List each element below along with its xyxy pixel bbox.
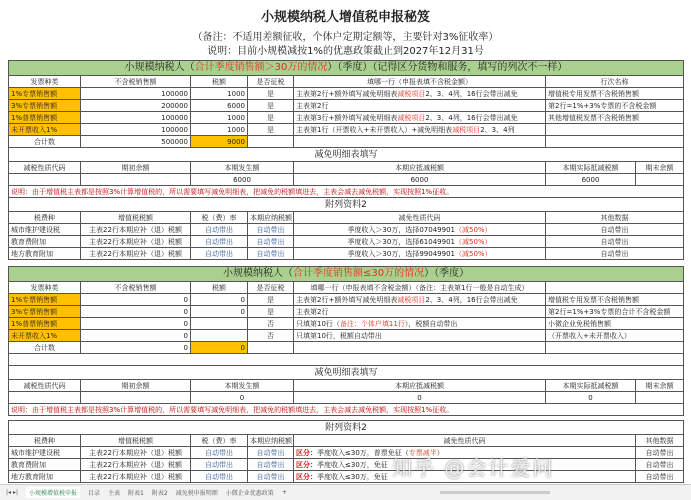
column-header[interactable]: 不含税销售额 bbox=[81, 76, 191, 88]
section-title[interactable] bbox=[9, 61, 684, 76]
invoice-type[interactable]: 未开票收入1% bbox=[9, 330, 81, 342]
invoice-type[interactable]: 1%专票销售额 bbox=[9, 88, 81, 100]
column-header[interactable]: 本期应抵减税额 bbox=[294, 380, 546, 392]
table-row bbox=[9, 88, 684, 100]
column-header[interactable]: 行次名称 bbox=[546, 76, 684, 88]
tax-kind[interactable]: 地方教育附加 bbox=[9, 471, 81, 483]
fill-row-instruction[interactable] bbox=[294, 124, 546, 136]
sheet-tab[interactable]: 小微企业优惠政策 bbox=[225, 490, 274, 497]
cell-text: 减税项目 bbox=[397, 89, 426, 98]
taxable-flag[interactable]: 否 bbox=[248, 318, 294, 330]
column-header[interactable]: 减税性质代码 bbox=[9, 162, 81, 174]
cell-text: 2、3、4列，16行会带出减免 bbox=[425, 89, 518, 98]
invoice-type[interactable]: 1%普票销售额 bbox=[9, 318, 81, 330]
total-sales[interactable]: 500000 bbox=[81, 136, 191, 148]
header-row bbox=[9, 380, 684, 392]
total-row bbox=[9, 136, 684, 148]
tax-due[interactable]: 自动带出 bbox=[248, 248, 294, 260]
table-row bbox=[9, 306, 684, 318]
table-under-300k bbox=[8, 266, 684, 416]
cell-text: 主表第2行+额外填写减免明细表 bbox=[296, 295, 398, 304]
tax-due[interactable]: 自动带出 bbox=[248, 459, 294, 471]
remark: （备注：不适用差额征收，个体户定期定额等，主要针对3%征收率） bbox=[192, 32, 499, 43]
sales-amount[interactable]: 0 bbox=[81, 294, 191, 306]
blank-row bbox=[9, 354, 684, 366]
column-header[interactable]: 本期应纳税额 bbox=[248, 212, 294, 224]
column-header[interactable]: 不含税销售额 bbox=[81, 282, 191, 294]
tax-amount[interactable]: 1000 bbox=[191, 88, 248, 100]
table-row bbox=[9, 112, 684, 124]
sheet-tab[interactable]: 附表1 bbox=[128, 490, 144, 497]
tax-amount[interactable]: 1000 bbox=[191, 112, 248, 124]
column-header[interactable]: 发票种类 bbox=[9, 282, 81, 294]
cell-text: 减税项目 bbox=[397, 113, 426, 122]
sales-amount[interactable]: 0 bbox=[81, 330, 191, 342]
vat-base[interactable]: 主表22行本期应补（退）税额 bbox=[81, 224, 191, 236]
column-header[interactable]: 增值税税额 bbox=[81, 435, 191, 447]
sales-amount[interactable]: 200000 bbox=[81, 100, 191, 112]
tax-amount[interactable] bbox=[191, 330, 248, 342]
vat-base[interactable]: 主表22行本期应补（退）税额 bbox=[81, 459, 191, 471]
row-name[interactable]: 增值税专用发票不含税销售额 bbox=[546, 294, 684, 306]
tax-rate[interactable]: 自动带出 bbox=[191, 248, 248, 260]
column-header[interactable]: 其他数据 bbox=[546, 212, 684, 224]
cell-text: 季度收入＞30万，选择99049901 bbox=[347, 249, 455, 258]
fill-row-instruction[interactable] bbox=[294, 330, 546, 342]
reduce-values-row bbox=[9, 392, 684, 404]
taxable-flag[interactable]: 是 bbox=[248, 100, 294, 112]
prefix: 区分： bbox=[296, 448, 317, 457]
row-name[interactable]: 第2行=1%+3%专票的不含税金额 bbox=[546, 100, 684, 112]
cell-text: 季度收入≤30万，免征 bbox=[317, 472, 388, 481]
table-appendix2-over bbox=[8, 197, 684, 260]
cell[interactable] bbox=[294, 136, 546, 148]
cell-text: （减50%） bbox=[454, 249, 492, 258]
sheet-tab[interactable]: 小规模增值税申报 bbox=[26, 487, 80, 498]
section-header bbox=[9, 421, 684, 435]
appendix-title[interactable]: 附列资料2 bbox=[9, 421, 684, 435]
header-row bbox=[9, 162, 684, 174]
column-header[interactable]: 税（费）率 bbox=[191, 212, 248, 224]
invoice-type[interactable]: 1%普票销售额 bbox=[9, 112, 81, 124]
note-row bbox=[9, 404, 684, 416]
reduce-value[interactable] bbox=[636, 174, 684, 186]
reduce-section-title[interactable]: 减免明细表填写 bbox=[9, 148, 684, 162]
note[interactable]: 说明：由于增值税主表都是按照3%计算增值税的，所以需要填写减免明细表，把减免的税额填进去，主表会减去减免税额，实现按照1%征收。 bbox=[9, 404, 684, 416]
cell-text: （减50%） bbox=[454, 237, 492, 246]
section-title[interactable] bbox=[9, 267, 684, 282]
section-header bbox=[9, 61, 684, 76]
tax-due[interactable]: 自动带出 bbox=[248, 471, 294, 483]
tax-rate[interactable]: 自动带出 bbox=[191, 459, 248, 471]
reduce-code[interactable] bbox=[294, 248, 546, 260]
total-row bbox=[9, 342, 684, 354]
note[interactable]: 说明：由于增值税主表都是按照3%计算增值税的，所以需要填写减免明细表，把减免的税额填进去，主表会减去减免税额，实现按照1%征收。 bbox=[9, 186, 684, 198]
cell-text: 主表第2行+额外填写减免明细表 bbox=[296, 89, 398, 98]
vat-base[interactable]: 主表22行本期应补（退）税额 bbox=[81, 447, 191, 459]
cell-text: 季度收入＞30万，选择61049901 bbox=[347, 237, 455, 246]
prefix: 区分： bbox=[296, 460, 317, 469]
total-label[interactable]: 合计数 bbox=[9, 136, 81, 148]
row-name[interactable]: 其他增值税发票不含税销售额 bbox=[546, 112, 684, 124]
sheet-tabs-bar bbox=[0, 484, 691, 500]
column-header[interactable]: 减税性质代码 bbox=[9, 380, 81, 392]
sheet-tab[interactable]: 主表 bbox=[108, 490, 121, 497]
tax-amount[interactable]: 1000 bbox=[191, 124, 248, 136]
column-header[interactable]: 其他数据 bbox=[636, 435, 684, 447]
taxable-flag[interactable]: 是 bbox=[248, 124, 294, 136]
cell-text: 季度收入＞30万，选择07049901 bbox=[347, 225, 455, 234]
table-row bbox=[9, 447, 684, 459]
fill-row-instruction[interactable] bbox=[294, 306, 546, 318]
cell-text: 备注：个体户填11行 bbox=[339, 319, 405, 328]
vat-base[interactable]: 主表22行本期应补（退）税额 bbox=[81, 236, 191, 248]
column-header[interactable]: 减免性质代码 bbox=[294, 435, 636, 447]
reduce-value[interactable]: 0 bbox=[191, 392, 294, 404]
fill-row-instruction[interactable] bbox=[294, 100, 546, 112]
reduce-value[interactable] bbox=[9, 392, 81, 404]
other-data[interactable]: 自动带出 bbox=[546, 224, 684, 236]
cell-text: 只填第10行（ bbox=[296, 319, 340, 328]
appendix-title[interactable]: 附列资料2 bbox=[9, 198, 684, 212]
cell-text: 减税项目 bbox=[397, 295, 426, 304]
cell[interactable] bbox=[248, 342, 294, 354]
column-header[interactable]: 本期实际抵减税额 bbox=[546, 380, 636, 392]
reduce-value[interactable]: 0 bbox=[294, 392, 546, 404]
cell-text: ）（季度）（记得区分货物和服务，填写的列次不一样） bbox=[327, 62, 568, 73]
tax-rate[interactable]: 自动带出 bbox=[191, 447, 248, 459]
cell-text: 季度收入≤30万，普票免征（ bbox=[317, 448, 409, 457]
column-header[interactable]: 税费种 bbox=[9, 212, 81, 224]
reduce-values-row bbox=[9, 174, 684, 186]
table-appendix2-under bbox=[8, 420, 684, 483]
row-name[interactable]: 增值税专用发票不含税销售额 bbox=[546, 88, 684, 100]
vat-base[interactable]: 主表22行本期应补（退）税额 bbox=[81, 471, 191, 483]
reduce-value[interactable] bbox=[81, 392, 191, 404]
column-header[interactable]: 填哪一行（申报表填不含税金额） bbox=[294, 76, 546, 88]
cell-text: ） bbox=[436, 448, 444, 457]
sales-amount[interactable]: 100000 bbox=[81, 88, 191, 100]
row-name[interactable]: （开票收入+未开票收入） bbox=[546, 330, 684, 342]
column-header[interactable]: 本期应抵减税额 bbox=[294, 162, 546, 174]
column-header[interactable]: 税（费）率 bbox=[191, 435, 248, 447]
vat-base[interactable]: 主表22行本期应补（退）税额 bbox=[81, 248, 191, 260]
column-header[interactable]: 税额 bbox=[191, 282, 248, 294]
column-header[interactable]: 本期发生额 bbox=[191, 162, 294, 174]
header-row bbox=[9, 212, 684, 224]
other-data[interactable]: 自动带出 bbox=[546, 248, 684, 260]
table-row bbox=[9, 248, 684, 260]
other-data[interactable]: 自动带出 bbox=[636, 459, 684, 471]
total-sales[interactable]: 0 bbox=[81, 342, 191, 354]
invoice-type[interactable]: 未开票收入1% bbox=[9, 124, 81, 136]
column-header[interactable] bbox=[546, 282, 684, 294]
tax-rate[interactable]: 自动带出 bbox=[191, 236, 248, 248]
column-header[interactable]: 期末余额 bbox=[636, 162, 684, 174]
reduce-title-row bbox=[9, 148, 684, 162]
cell-text: 主表第2行 bbox=[296, 307, 329, 316]
table-row bbox=[9, 294, 684, 306]
tax-kind[interactable]: 教育费附加 bbox=[9, 236, 81, 248]
cell-text: 2、3、4列 bbox=[480, 125, 515, 134]
taxable-flag[interactable]: 是 bbox=[248, 112, 294, 124]
section-header bbox=[9, 198, 684, 212]
cell-text: 2、3、4列，16行会带出减免 bbox=[425, 113, 518, 122]
cell-text: 主表第2行 bbox=[296, 101, 329, 110]
table-row bbox=[9, 236, 684, 248]
tax-amount[interactable] bbox=[191, 318, 248, 330]
reduce-section-title[interactable]: 减免明细表填写 bbox=[9, 366, 684, 380]
cell-text: ），税额自动带出 bbox=[404, 319, 458, 328]
tax-amount[interactable]: 0 bbox=[191, 294, 248, 306]
tax-rate[interactable]: 自动带出 bbox=[191, 224, 248, 236]
cell[interactable] bbox=[546, 342, 684, 354]
sales-amount[interactable]: 100000 bbox=[81, 124, 191, 136]
total-tax[interactable]: 9000 bbox=[191, 136, 248, 148]
reduce-code[interactable] bbox=[294, 224, 546, 236]
column-header[interactable]: 期末余额 bbox=[636, 380, 684, 392]
reduce-value[interactable]: 0 bbox=[546, 392, 636, 404]
table-row bbox=[9, 459, 684, 471]
sheet-tab[interactable]: 减免税申报明细 bbox=[175, 490, 218, 497]
column-header[interactable]: 税费种 bbox=[9, 435, 81, 447]
add-sheet-button[interactable]: + bbox=[281, 489, 287, 496]
tax-kind[interactable]: 城市维护建设税 bbox=[9, 447, 81, 459]
reduce-code[interactable] bbox=[294, 236, 546, 248]
table-row bbox=[9, 318, 684, 330]
cell-text: 2、3、4列，16行会带出减免 bbox=[425, 295, 518, 304]
section-header bbox=[9, 267, 684, 282]
tax-due[interactable]: 自动带出 bbox=[248, 224, 294, 236]
cell-text: 合计季度销售额＞30万的情况 bbox=[194, 62, 328, 73]
cell-text: 季度收入≤30万，免征 bbox=[317, 460, 388, 469]
cell-text: 专票减半 bbox=[408, 448, 437, 457]
column-header[interactable]: 是否征税 bbox=[248, 76, 294, 88]
column-header[interactable]: 减免性质代码 bbox=[294, 212, 546, 224]
table-row bbox=[9, 224, 684, 236]
table-row bbox=[9, 471, 684, 483]
sales-amount[interactable]: 100000 bbox=[81, 112, 191, 124]
other-data[interactable]: 自动带出 bbox=[636, 447, 684, 459]
reduce-value[interactable] bbox=[9, 174, 81, 186]
page-title: 小规模纳税人增值税申报秘笈 bbox=[260, 10, 430, 25]
reduce-value[interactable]: 6000 bbox=[191, 174, 294, 186]
header-row bbox=[9, 435, 684, 447]
cell[interactable] bbox=[9, 354, 684, 366]
cell-text: 小规模纳税人（ bbox=[124, 62, 195, 73]
column-header[interactable]: 本期应纳税额 bbox=[248, 435, 294, 447]
tax-rate[interactable]: 自动带出 bbox=[191, 471, 248, 483]
tab-nav-icon[interactable]: |◂ ▸| bbox=[6, 489, 18, 496]
fill-row-instruction[interactable] bbox=[294, 112, 546, 124]
fill-row-instruction[interactable] bbox=[294, 318, 546, 330]
tax-kind[interactable]: 地方教育附加 bbox=[9, 248, 81, 260]
sales-amount[interactable]: 0 bbox=[81, 306, 191, 318]
explain: 说明：目前小规模减按1%的优惠政策截止到2027年12月31号 bbox=[207, 46, 484, 57]
column-header[interactable]: 发票种类 bbox=[9, 76, 81, 88]
column-header[interactable]: 期初余额 bbox=[81, 162, 191, 174]
tax-kind[interactable]: 教育费附加 bbox=[9, 459, 81, 471]
total-label[interactable]: 合计数 bbox=[9, 342, 81, 354]
invoice-type[interactable]: 3%专票销售额 bbox=[9, 306, 81, 318]
total-tax[interactable]: 0 bbox=[191, 342, 248, 354]
horizontal-scrollbar[interactable] bbox=[440, 491, 550, 494]
reduce-value[interactable]: 6000 bbox=[294, 174, 546, 186]
prefix: 区分： bbox=[296, 472, 317, 481]
watermark: 知乎 @会计爱问 bbox=[392, 456, 555, 480]
cell[interactable] bbox=[546, 136, 684, 148]
other-data[interactable]: 自动带出 bbox=[546, 236, 684, 248]
column-header[interactable]: 填哪一行（申报表填不含税金额）（备注：主表第1行一般是自动生成） bbox=[294, 282, 546, 294]
sheet-tab[interactable]: 附表2 bbox=[151, 490, 168, 497]
taxable-flag[interactable]: 是 bbox=[248, 294, 294, 306]
cell-text: 小规模纳税人（ bbox=[222, 268, 293, 279]
cell-text: 主表第1行（开票收入+未开票收入）+减免明细表 bbox=[296, 125, 453, 134]
cell-text: 合计季度销售额≤30万的情况 bbox=[292, 268, 425, 279]
fill-row-instruction[interactable] bbox=[294, 294, 546, 306]
sales-amount[interactable]: 0 bbox=[81, 318, 191, 330]
row-name[interactable] bbox=[546, 124, 684, 136]
tax-due[interactable]: 自动带出 bbox=[248, 236, 294, 248]
reduce-title-row bbox=[9, 366, 684, 380]
row-name[interactable]: 小微企业免税销售额 bbox=[546, 318, 684, 330]
taxable-flag[interactable]: 是 bbox=[248, 306, 294, 318]
column-header[interactable]: 是否征税 bbox=[248, 282, 294, 294]
column-header[interactable]: 增值税税额 bbox=[81, 212, 191, 224]
invoice-type[interactable]: 3%专票销售额 bbox=[9, 100, 81, 112]
header-row bbox=[9, 282, 684, 294]
reduce-value[interactable] bbox=[81, 174, 191, 186]
cell-text: 主表第3行+额外填写减免明细表 bbox=[296, 113, 398, 122]
other-data[interactable]: 自动带出 bbox=[636, 471, 684, 483]
tax-amount[interactable]: 0 bbox=[191, 306, 248, 318]
taxable-flag[interactable]: 否 bbox=[248, 330, 294, 342]
cell-text: 减税项目 bbox=[452, 125, 481, 134]
row-name[interactable]: 第2行=1%+3%专票的合计不含税金额 bbox=[546, 306, 684, 318]
cell[interactable] bbox=[248, 136, 294, 148]
table-row bbox=[9, 124, 684, 136]
column-header[interactable]: 税额 bbox=[191, 76, 248, 88]
column-header[interactable]: 期初余额 bbox=[81, 380, 191, 392]
cell[interactable] bbox=[294, 342, 546, 354]
reduce-value[interactable] bbox=[636, 392, 684, 404]
column-header[interactable]: 本期发生额 bbox=[191, 380, 294, 392]
sheet-tab[interactable]: 目录 bbox=[88, 490, 101, 497]
cell-text: 只填第10行，税额自动带出 bbox=[296, 331, 382, 340]
reduce-value[interactable]: 6000 bbox=[546, 174, 636, 186]
header-row bbox=[9, 76, 684, 88]
table-row bbox=[9, 100, 684, 112]
cell-text: ）（季度） bbox=[424, 268, 470, 279]
tax-due[interactable]: 自动带出 bbox=[248, 447, 294, 459]
invoice-type[interactable]: 1%专票销售额 bbox=[9, 294, 81, 306]
tax-kind[interactable]: 城市维护建设税 bbox=[9, 224, 81, 236]
column-header[interactable]: 本期实际抵减税额 bbox=[546, 162, 636, 174]
table-row bbox=[9, 330, 684, 342]
taxable-flag[interactable]: 是 bbox=[248, 88, 294, 100]
tax-amount[interactable]: 6000 bbox=[191, 100, 248, 112]
note-row bbox=[9, 186, 684, 198]
table-over-300k bbox=[8, 60, 684, 198]
fill-row-instruction[interactable] bbox=[294, 88, 546, 100]
cell-text: （减50%） bbox=[454, 225, 492, 234]
